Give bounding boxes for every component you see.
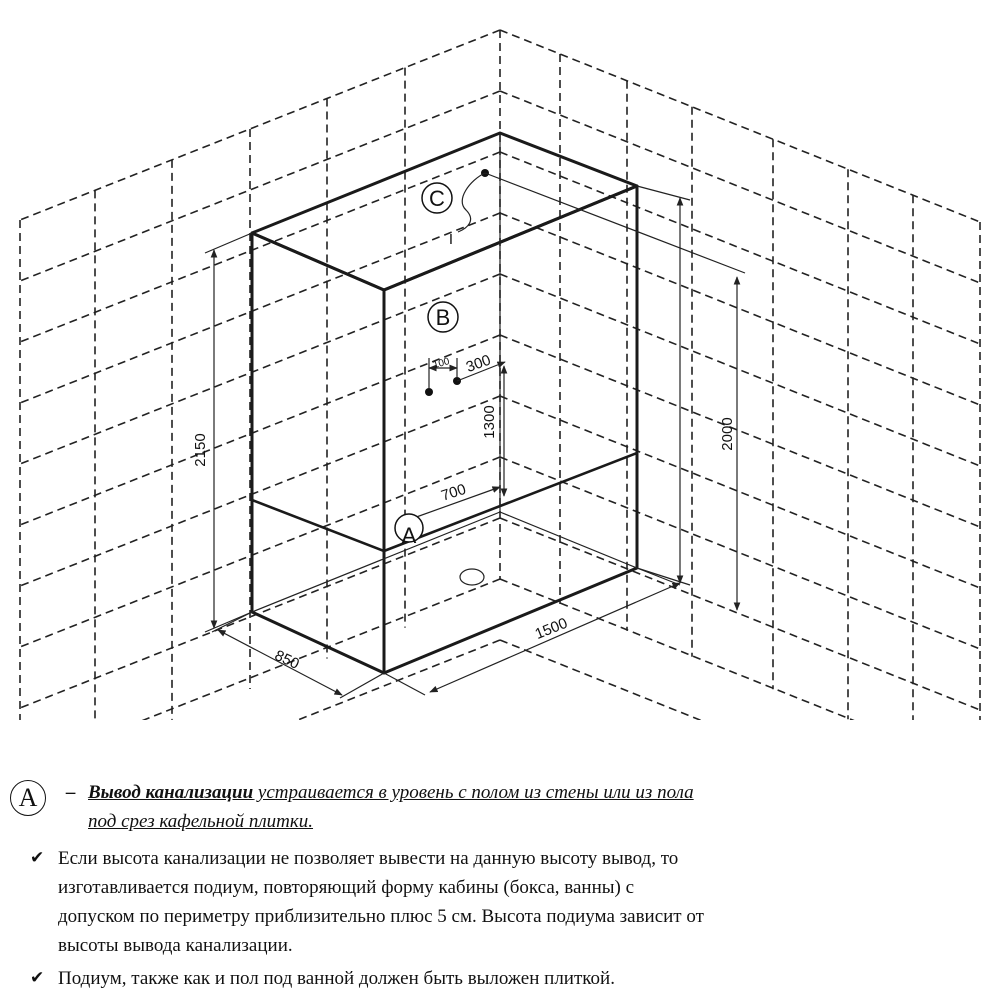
bullet-2-text: Подиум, также как и пол под ванной должен быть выложен плиткой. xyxy=(58,968,615,989)
ext-2150-top xyxy=(205,233,252,253)
note-a-title: Вывод канализации xyxy=(88,782,254,803)
note-a-line2: под срез кафельной плитки. xyxy=(88,811,314,832)
dim-2000-label: 2000 xyxy=(719,417,736,451)
wall-right-row-line xyxy=(500,91,980,283)
ext-2000-top xyxy=(637,186,690,200)
bullet-1-line-1: Если высота канализации не позволяет вывести на данную высоту вывод, то xyxy=(58,848,679,869)
wall-right-row-line xyxy=(500,457,980,649)
dim-1500-label: 1500 xyxy=(532,614,570,643)
marker-b-label: B xyxy=(435,305,451,330)
wall-left-row-line xyxy=(20,579,500,720)
dim-depth-850 xyxy=(212,612,384,698)
wall-right-row-line xyxy=(500,335,980,527)
c-leader-line xyxy=(458,173,485,232)
dim-100-label: 100 xyxy=(431,356,451,372)
wall-right-row-line xyxy=(500,579,980,720)
wall-right-row-line xyxy=(500,152,980,344)
dim-2150-label: 2150 xyxy=(192,433,209,467)
back-floor-edge-left xyxy=(252,512,500,612)
note-a-dash: – xyxy=(66,782,76,803)
note-marker-a: A xyxy=(10,780,46,816)
check-icon: ✔ xyxy=(30,968,45,988)
cabin-front-face xyxy=(252,233,384,673)
marker-c-label: C xyxy=(429,186,445,211)
wall-left-row-line xyxy=(20,213,500,403)
wall-right-row-line xyxy=(500,30,980,222)
wall-left-row-line xyxy=(20,335,500,525)
c-pipe-label: I xyxy=(448,231,454,248)
dim-700-label: 700 xyxy=(439,480,469,505)
note-a-line1 xyxy=(88,778,694,807)
bullet-1-line-2: изготавливается подиум, повторяющий форму кабины (бокса, ванны) с xyxy=(58,877,635,898)
marker-a-label: A xyxy=(401,523,417,548)
dim-850-label: 850 xyxy=(271,646,302,673)
wall-right-row-line xyxy=(500,518,980,710)
installation-notes xyxy=(0,770,1000,1000)
wall-left-row-line xyxy=(20,274,500,467)
cabin-box xyxy=(252,133,637,673)
wall-left-row-line xyxy=(20,457,500,647)
wall-right-row-line xyxy=(500,274,980,466)
c-extension-line xyxy=(485,173,745,273)
dim-height-2150 xyxy=(192,233,252,632)
wall-right-row-line xyxy=(500,213,980,405)
marker-c xyxy=(422,169,745,273)
wall-left-row-line xyxy=(20,518,500,708)
dim-width-1500 xyxy=(384,568,680,695)
check-icon: ✔ xyxy=(30,848,45,868)
wall-left-row-line xyxy=(20,396,500,586)
mixer-outlet-left xyxy=(425,388,433,396)
marker-a xyxy=(395,481,500,548)
back-floor-edge-right xyxy=(500,512,637,568)
wall-right-row-line xyxy=(500,396,980,588)
dim-300-label: 300 xyxy=(463,351,494,377)
wall-right-row-line xyxy=(500,640,980,720)
dim-1300-label: 1300 xyxy=(481,405,498,439)
cabin-side-face xyxy=(384,186,637,673)
ext-1500-right xyxy=(637,568,680,585)
note-a-title-rest: устраивается в уровень с полом из стены или из пола xyxy=(253,782,694,803)
bullet-1-line-4: высоты вывода канализации. xyxy=(58,935,293,956)
ext-850-left xyxy=(212,612,252,632)
bullet-1-line-3: допуском по периметру приблизительно плюс 5 см. Высота подиума зависит от xyxy=(58,906,704,927)
drain-hole-icon xyxy=(460,569,484,585)
